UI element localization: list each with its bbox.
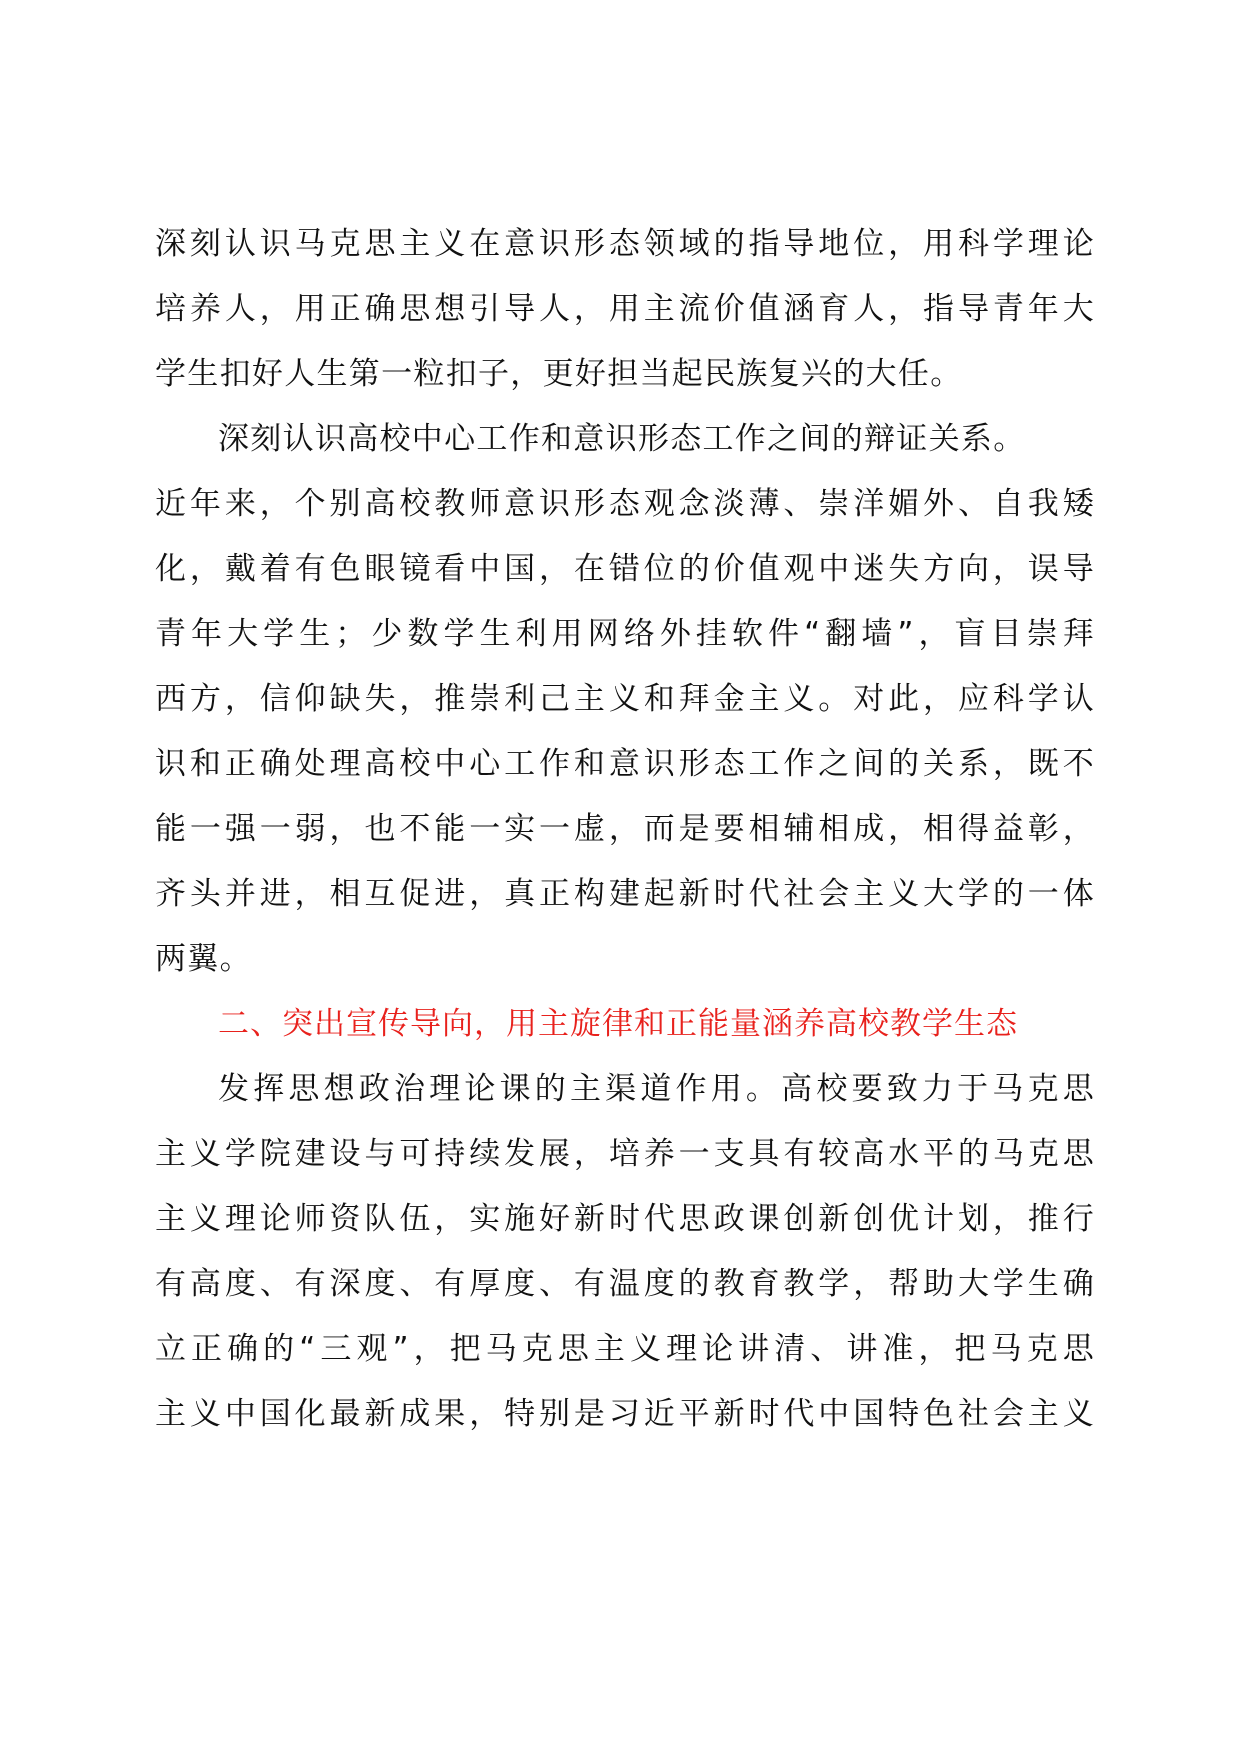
paragraph-1 — [155, 212, 1095, 407]
paragraph-line: 近年来，个别高校教师意识形态观念淡薄、崇洋媚外、自我矮 — [155, 486, 1095, 522]
section-heading: 二、突出宣传导向，用主旋律和正能量涵养高校教学生态 — [218, 1006, 1018, 1042]
paragraph-3 — [155, 1057, 1095, 1447]
paragraph-2 — [155, 407, 1095, 992]
paragraph-line: 青年大学生；少数学生利用网络外挂软件“翻墙”，盲目崇拜 — [155, 616, 1095, 652]
paragraph-line: 齐头并进，相互促进，真正构建起新时代社会主义大学的一体 — [155, 876, 1095, 912]
paragraph-line: 能一强一弱，也不能一实一虚，而是要相辅相成，相得益彰， — [155, 811, 1095, 847]
paragraph-line: 两翼。 — [155, 941, 252, 977]
paragraph-line: 有高度、有深度、有厚度、有温度的教育教学，帮助大学生确 — [155, 1266, 1095, 1302]
paragraph-line: 立正确的“三观”，把马克思主义理论讲清、讲准，把马克思 — [155, 1331, 1095, 1367]
paragraph-line: 主义中国化最新成果，特别是习近平新时代中国特色社会主义 — [155, 1396, 1095, 1432]
paragraph-line: 识和正确处理高校中心工作和意识形态工作之间的关系，既不 — [155, 746, 1095, 782]
paragraph-line: 培养人，用正确思想引导人，用主流价值涵育人，指导青年大 — [155, 291, 1095, 327]
paragraph-line: 主义学院建设与可持续发展，培养一支具有较高水平的马克思 — [155, 1136, 1095, 1172]
paragraph-line: 学生扣好人生第一粒扣子，更好担当起民族复兴的大任。 — [155, 356, 963, 392]
paragraph-line: 深刻认识高校中心工作和意识形态工作之间的辩证关系。 — [218, 421, 1026, 457]
document-body — [155, 212, 1095, 1447]
paragraph-line: 深刻认识马克思主义在意识形态领域的指导地位，用科学理论 — [155, 226, 1095, 262]
paragraph-line: 化，戴着有色眼镜看中国，在错位的价值观中迷失方向，误导 — [155, 551, 1095, 587]
paragraph-line: 发挥思想政治理论课的主渠道作用。高校要致力于马克思 — [218, 1071, 1095, 1107]
paragraph-line: 主义理论师资队伍，实施好新时代思政课创新创优计划，推行 — [155, 1201, 1095, 1237]
paragraph-line: 西方，信仰缺失，推崇利己主义和拜金主义。对此，应科学认 — [155, 681, 1095, 717]
